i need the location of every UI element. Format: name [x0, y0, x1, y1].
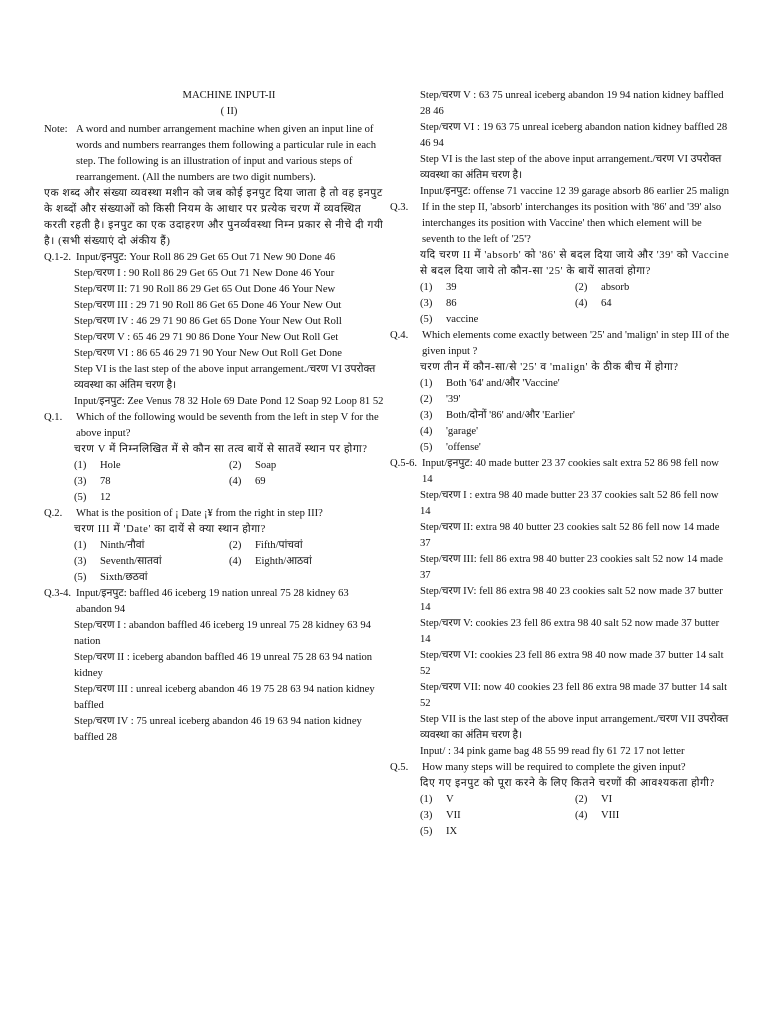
question-5 [390, 760, 730, 776]
note-block [44, 122, 384, 186]
question-3 [390, 200, 730, 248]
option[interactable] [420, 312, 575, 328]
question-2 [44, 506, 384, 522]
options-list [390, 376, 730, 456]
step-line: Step/चरण II : iceberg abandon baffled 46 19 unreal 75 28 63 94 nation kidney [74, 652, 373, 679]
option-text: 64 [601, 298, 612, 309]
question-number: Q.5. [390, 762, 409, 773]
option-text: 69 [255, 476, 266, 487]
option-number: (1) [420, 378, 433, 389]
option-text: IX [446, 826, 458, 837]
step-line: Step/चरण III: fell 86 extra 98 40 butter 23 cookies salt 52 now 14 made 37 [420, 554, 723, 581]
option-text: Sixth/छठवां [100, 572, 148, 583]
option-number: (5) [420, 826, 433, 837]
option-text: 'offense' [446, 442, 481, 453]
option-number: (3) [420, 298, 433, 309]
step-line: Step/चरण VI : 86 65 46 29 71 90 Your New Out Roll Get Done [74, 348, 342, 359]
question-number: Q.5-6. [390, 458, 418, 469]
option[interactable] [74, 554, 229, 570]
option[interactable] [575, 296, 730, 312]
input-line: Input/ : 34 pink game bag 48 55 99 read fly 61 72 17 not letter [420, 746, 685, 757]
note-hindi: एक शब्द और संख्या व्यवस्था मशीन को जब कोई इनपुट दिया जाता है तो वह इनपुट के शब्दों और संख्याओं को किसी नियम के आधार पर प्रत्येक चरण में व्यवस्थित करती रहती है। इनपुट का एक उदाहरण और पुनर्व्यवस्था निम्न प्रकार से नीचे दी गयी है। (सभी संख्याएं दो अंकीय हैं) [44, 188, 384, 247]
options-grid [390, 792, 730, 840]
step-line: Step/चरण III : 29 71 90 Roll 86 Get 65 Done 46 Your New Out [74, 300, 342, 311]
question-number: Q.3. [390, 202, 409, 213]
option-number: (4) [575, 810, 588, 821]
step-line: Step/चरण IV: fell 86 extra 98 40 23 cookies salt 52 now made 37 butter 14 [420, 586, 723, 613]
option-number: (1) [420, 282, 433, 293]
option-text: VII [446, 810, 461, 821]
option-text: VI [601, 794, 613, 805]
option-text: 39 [446, 282, 457, 293]
option-number: (3) [420, 810, 433, 821]
option[interactable] [420, 792, 575, 808]
last-step-note: Step VII is the last step of the above input arrangement./चरण VII उपरोक्त व्यवस्था का अंतिम चरण है। [420, 714, 729, 741]
step-line: Step/चरण VII: now 40 cookies 23 fell 86 extra 98 made 37 butter 14 salt 52 [420, 682, 728, 709]
option[interactable] [229, 474, 384, 490]
option-text: VIII [601, 810, 620, 821]
step-line: Step/चरण I : extra 98 40 made butter 23 37 cookies salt 52 86 fell now 14 [420, 490, 719, 517]
option[interactable] [74, 474, 229, 490]
question-hindi: दिए गए इनपुट को पूरा करने के लिए कितने चरणों की आवश्यकता होगी? [420, 778, 715, 789]
option-number: (4) [420, 426, 433, 437]
option-number: (5) [74, 492, 87, 503]
option[interactable] [575, 280, 730, 296]
option-text: 'garage' [446, 426, 479, 437]
question-hindi: यदि चरण II में 'absorb' को '86' से बदल दिया जाये और '39' को Vaccine से बदल दिया जाये तो कौन-सा '25' के बायें सातवां होगा? [420, 250, 730, 277]
page-title: MACHINE INPUT-II [182, 90, 276, 101]
input-line: Input/इनपुट: 40 made butter 23 37 cookies salt extra 52 86 98 fell now 14 [422, 458, 719, 485]
option-number: (1) [420, 794, 433, 805]
input-line: Input/इनपुट: Zee Venus 78 32 Hole 69 Date Pond 12 Soap 92 Loop 81 52 [74, 396, 384, 407]
option-number: (3) [74, 476, 87, 487]
option[interactable] [74, 458, 229, 474]
option[interactable] [420, 376, 730, 392]
question-text: If in the step II, 'absorb' interchanges its position with '86' and '39' also interchanges its position with Vaccine' then which element will be seventh to the left of '25'? [422, 202, 722, 245]
question-text: How many steps will be required to complete the given input? [422, 762, 686, 773]
page-subtitle: ( II) [220, 106, 238, 117]
question-4 [390, 328, 730, 360]
option[interactable] [229, 458, 384, 474]
step-line: Step/चरण IV : 46 29 71 90 86 Get 65 Done Your New Out Roll [74, 316, 342, 327]
step-line: Step/चरण V: cookies 23 fell 86 extra 98 40 salt 52 now made 37 butter 14 [420, 618, 720, 645]
option-text: 78 [100, 476, 111, 487]
last-step-note: Step VI is the last step of the above input arrangement./चरण VI उपरोक्त व्यवस्था का अंतिम चरण है। [74, 364, 376, 391]
step-line: Step/चरण VI: cookies 23 fell 86 extra 98 40 now made 37 butter 14 salt 52 [420, 650, 724, 677]
option-number: (1) [74, 460, 87, 471]
option-number: (2) [229, 540, 242, 551]
input-line: Input/इनपुट: baffled 46 iceberg 19 nation unreal 75 28 kidney 63 abandon 94 [76, 588, 349, 615]
question-number: Q.3-4. [44, 588, 72, 599]
option[interactable] [420, 408, 730, 424]
options-grid [44, 538, 384, 586]
question-number: Q.1. [44, 412, 63, 423]
option-number: (4) [229, 476, 242, 487]
step-line: Step/चरण III : unreal iceberg abandon 46 19 75 28 63 94 nation kidney baffled [74, 684, 375, 711]
option[interactable] [575, 792, 730, 808]
option-text: Eighth/आठवां [255, 556, 312, 567]
step-line: Step/चरण II: extra 98 40 butter 23 cookies salt 52 86 fell now 14 made 37 [420, 522, 720, 549]
step-line: Step/चरण IV : 75 unreal iceberg abandon 46 19 63 94 nation kidney baffled 28 [74, 716, 362, 743]
option[interactable] [229, 554, 384, 570]
question-3-4 [44, 586, 384, 618]
option-text: Soap [255, 460, 277, 471]
option-text: V [446, 794, 454, 805]
option-number: (5) [420, 314, 433, 325]
option[interactable] [229, 538, 384, 554]
option[interactable] [420, 424, 730, 440]
input-line: Input/इनपुट: Your Roll 86 29 Get 65 Out 71 New 90 Done 46 [76, 252, 336, 263]
steps-block-continued [390, 88, 730, 200]
option[interactable] [74, 570, 229, 586]
option-number: (5) [74, 572, 87, 583]
step-line: Step/चरण VI : 19 63 75 unreal iceberg abandon nation kidney baffled 28 46 94 [420, 122, 728, 149]
option-text: Both '64' and/और 'Vaccine' [446, 378, 560, 389]
input-line: Input/इनपुट: offense 71 vaccine 12 39 garage absorb 86 earlier 25 malign [420, 186, 730, 197]
option[interactable] [74, 538, 229, 554]
option[interactable] [420, 824, 575, 840]
steps-block [44, 618, 384, 746]
option[interactable] [420, 392, 730, 408]
question-hindi: चरण V में निम्नलिखित में से कौन सा तत्व बायें से सातवें स्थान पर होगा? [74, 444, 368, 455]
option[interactable] [575, 808, 730, 824]
option-number: (5) [420, 442, 433, 453]
last-step-note: Step VI is the last step of the above input arrangement./चरण VI उपरोक्त व्यवस्था का अंतिम चरण है। [420, 154, 722, 181]
option-text: 12 [100, 492, 111, 503]
note-label: Note: [44, 124, 68, 135]
option[interactable] [420, 808, 575, 824]
option-number: (3) [74, 556, 87, 567]
option-text: Fifth/पांचवां [255, 540, 303, 551]
right-column [390, 88, 730, 840]
option-number: (2) [420, 394, 433, 405]
question-hindi: चरण III में 'Date' का दायें से क्या स्थान होगा? [74, 524, 266, 535]
step-line: Step/चरण II: 71 90 Roll 86 29 Get 65 Out Done 46 Your New [74, 284, 336, 295]
step-line: Step/चरण V : 63 75 unreal iceberg abandon 19 94 nation kidney baffled 28 46 [420, 90, 724, 117]
question-hindi: चरण तीन में कौन-सा/से '25' व 'malign' के ठीक बीच में होगा? [420, 362, 679, 373]
option-text: Ninth/नौवां [100, 540, 145, 551]
step-line: Step/चरण I : 90 Roll 86 29 Get 65 Out 71 New Done 46 Your [74, 268, 335, 279]
option-number: (4) [229, 556, 242, 567]
option-number: (1) [74, 540, 87, 551]
option[interactable] [74, 490, 229, 506]
option-number: (3) [420, 410, 433, 421]
option-number: (2) [575, 282, 588, 293]
option-text: Seventh/सातवां [100, 556, 162, 567]
option-text: '39' [446, 394, 461, 405]
question-text: Which of the following would be seventh from the left in step V for the above input? [76, 412, 379, 439]
option-number: (2) [229, 460, 242, 471]
question-number: Q.2. [44, 508, 63, 519]
question-number: Q.4. [390, 330, 409, 341]
option-text: vaccine [446, 314, 479, 325]
note-text: A word and number arrangement machine when given an input line of words and numbers rearranges them following a particular rule in each step. The following is an illustration of input and various steps of rearrangement. (All the numbers are two digit numbers). [76, 124, 377, 183]
question-1 [44, 410, 384, 442]
left-column [44, 88, 384, 746]
option[interactable] [420, 296, 575, 312]
option-text: Both/दोनों '86' and/और 'Earlier' [446, 410, 575, 421]
option-number: (2) [575, 794, 588, 805]
option-number: (4) [575, 298, 588, 309]
step-line: Step/चरण V : 65 46 29 71 90 86 Done Your New Out Roll Get [74, 332, 339, 343]
options-grid [44, 458, 384, 506]
step-line: Step/चरण I : abandon baffled 46 iceberg 19 unreal 75 28 kidney 63 94 nation [74, 620, 371, 647]
option[interactable] [420, 280, 575, 296]
question-text: Which elements come exactly between '25' and 'malign' in step III of the given input ? [422, 330, 730, 357]
option[interactable] [420, 440, 730, 456]
option-text: 86 [446, 298, 457, 309]
options-grid [390, 280, 730, 328]
option-text: absorb [601, 282, 630, 293]
option-text: Hole [100, 460, 121, 471]
question-5-6 [390, 456, 730, 488]
question-text: What is the position of ¡ Date ¡¥ from the right in step III? [76, 508, 323, 519]
question-1-2 [44, 250, 384, 266]
question-number: Q.1-2. [44, 252, 72, 263]
steps-block [44, 266, 384, 410]
steps-block [390, 488, 730, 760]
